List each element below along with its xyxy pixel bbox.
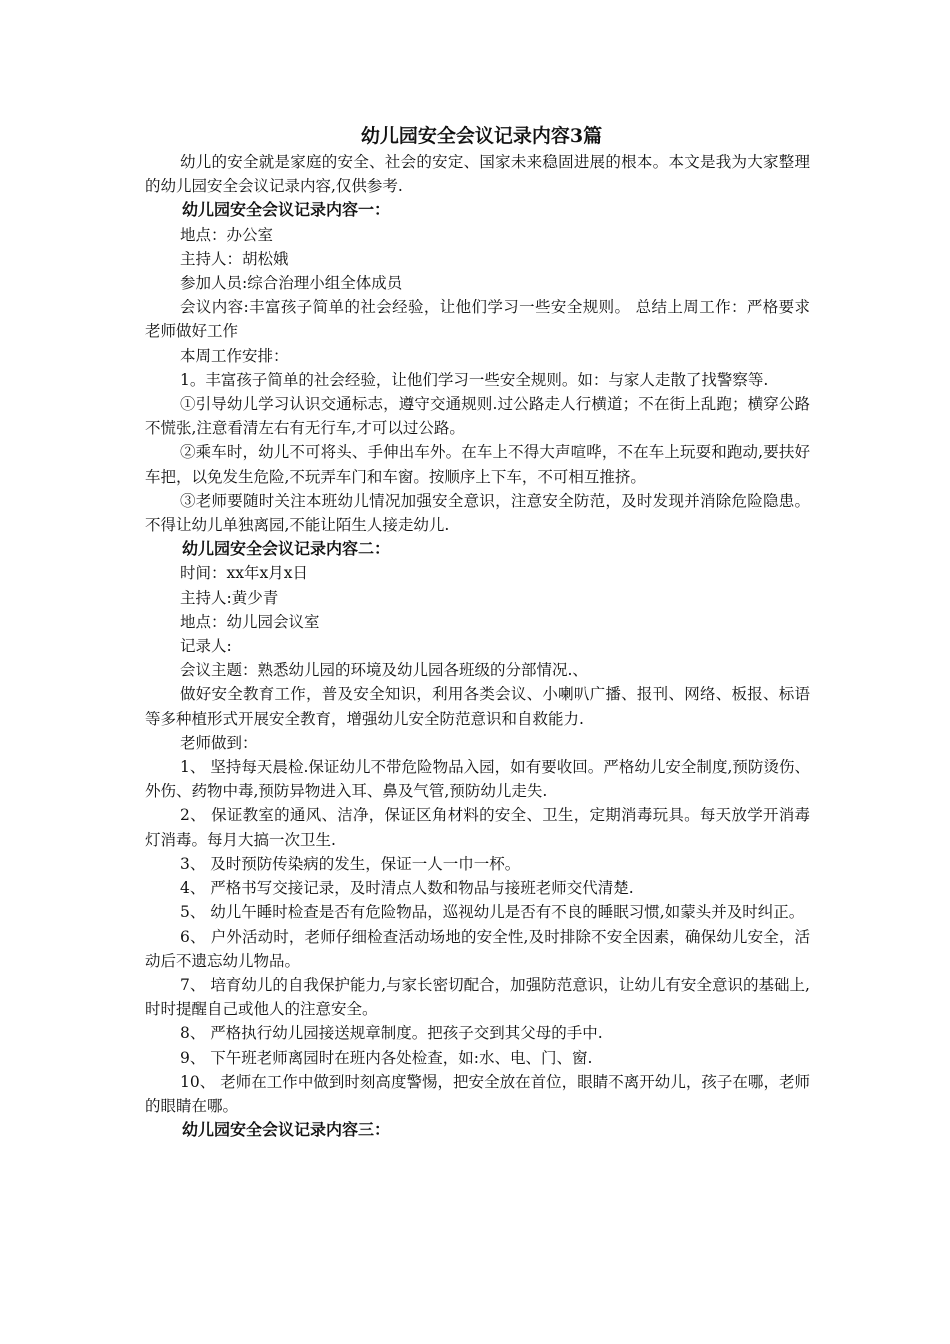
s1-plan-label: 本周工作安排：	[180, 346, 289, 365]
s2-education: 做好安全教育工作，普及安全知识，利用各类会议、小喇叭广播、报刊、网络、板报、标语等多种植形式开展安全教育，增强幼儿安全防范意识和自救能力.	[145, 685, 810, 728]
s2-time: 时间：xx年x月x日	[180, 564, 308, 583]
s2-item: 8、 严格执行幼儿园接送规章制度。把孩子交到其父母的手中.	[180, 1024, 603, 1043]
s1-item: ③老师要随时关注本班幼儿情况加强安全意识，注意安全防范，及时发现并消除危险隐患。不得让幼儿单独离园,不能让陌生人接走幼儿.	[145, 491, 810, 535]
s2-item: 7、 培育幼儿的自我保护能力,与家长密切配合，加强防范意识，让幼儿有安全意识的基础上,时时提醒自己或他人的注意安全。	[145, 975, 810, 1019]
s2-host: 主持人:黄少青	[180, 588, 279, 607]
intro-paragraph: 幼儿的安全就是家庭的安全、社会的安定、国家未来稳固进展的根本。本文是我为大家整理的幼儿园安全会议记录内容,仅供参考.	[145, 153, 810, 196]
s2-location: 地点：幼儿园会议室	[180, 612, 320, 631]
s2-teacher-label: 老师做到：	[180, 733, 258, 752]
document-title: 幼儿园安全会议记录内容3篇	[360, 125, 603, 147]
section-heading-2: 幼儿园安全会议记录内容二：	[182, 539, 391, 559]
s1-host: 主持人：胡松娥	[180, 249, 289, 268]
s2-item: 2、 保证教室的通风、洁净，保证区角材料的安全、卫生，定期消毒玩具。每天放学开消毒灯消毒。每月大搞一次卫生.	[145, 806, 810, 849]
s2-item: 10、 老师在工作中做到时刻高度警惕，把安全放在首位，眼睛不离开幼儿，孩子在哪，老师的眼睛在哪。	[145, 1072, 810, 1115]
document-page	[145, 124, 810, 1142]
s2-item: 3、 及时预防传染病的发生，保证一人一巾一杯。	[180, 854, 521, 873]
s2-item: 6、 户外活动时，老师仔细检查活动场地的安全性,及时排除不安全因素，确保幼儿安全，活动后不遗忘幼儿物品。	[145, 927, 810, 970]
s1-content: 会议内容:丰富孩子简单的社会经验，让他们学习一些安全规则。 总结上周工作：严格要求老师做好工作	[145, 298, 810, 341]
s1-item: 1。丰富孩子简单的社会经验，让他们学习一些安全规则。如：与家人走散了找警察等.	[180, 370, 769, 389]
s1-location: 地点：办公室	[180, 225, 274, 244]
section-heading-1: 幼儿园安全会议记录内容一：	[182, 200, 391, 220]
s2-item: 9、 下午班老师离园时在班内各处检查，如:水、电、门、窗.	[180, 1048, 593, 1067]
s1-item: ②乘车时，幼儿不可将头、手伸出车外。在车上不得大声喧哗，不在车上玩耍和跑动,要扶好车把，以免发生危险,不玩弄车门和车窗。按顺序上下车，不可相互推挤。	[145, 443, 810, 486]
s1-item: ①引导幼儿学习认识交通标志，遵守交通规则.过公路走人行横道；不在街上乱跑；横穿公路不慌张,注意看清左右有无行车,才可以过公路。	[145, 395, 810, 438]
s2-item: 5、 幼儿午睡时检查是否有危险物品，巡视幼儿是否有不良的睡眠习惯,如蒙头并及时纠正。	[180, 903, 805, 922]
s1-participants: 参加人员:综合治理小组全体成员	[180, 274, 403, 293]
s2-topic: 会议主题：熟悉幼儿园的环境及幼儿园各班级的分部情况.、	[180, 661, 588, 680]
s2-recorder: 记录人:	[180, 637, 232, 656]
section-heading-3: 幼儿园安全会议记录内容三：	[182, 1120, 391, 1140]
s2-item: 4、 严格书写交接记录，及时清点人数和物品与接班老师交代清楚.	[180, 879, 634, 898]
s2-item: 1、 坚持每天晨检.保证幼儿不带危险物品入园，如有要收回。严格幼儿安全制度,预防烫伤、外伤、药物中毒,预防异物进入耳、鼻及气管,预防幼儿走失.	[145, 758, 810, 801]
